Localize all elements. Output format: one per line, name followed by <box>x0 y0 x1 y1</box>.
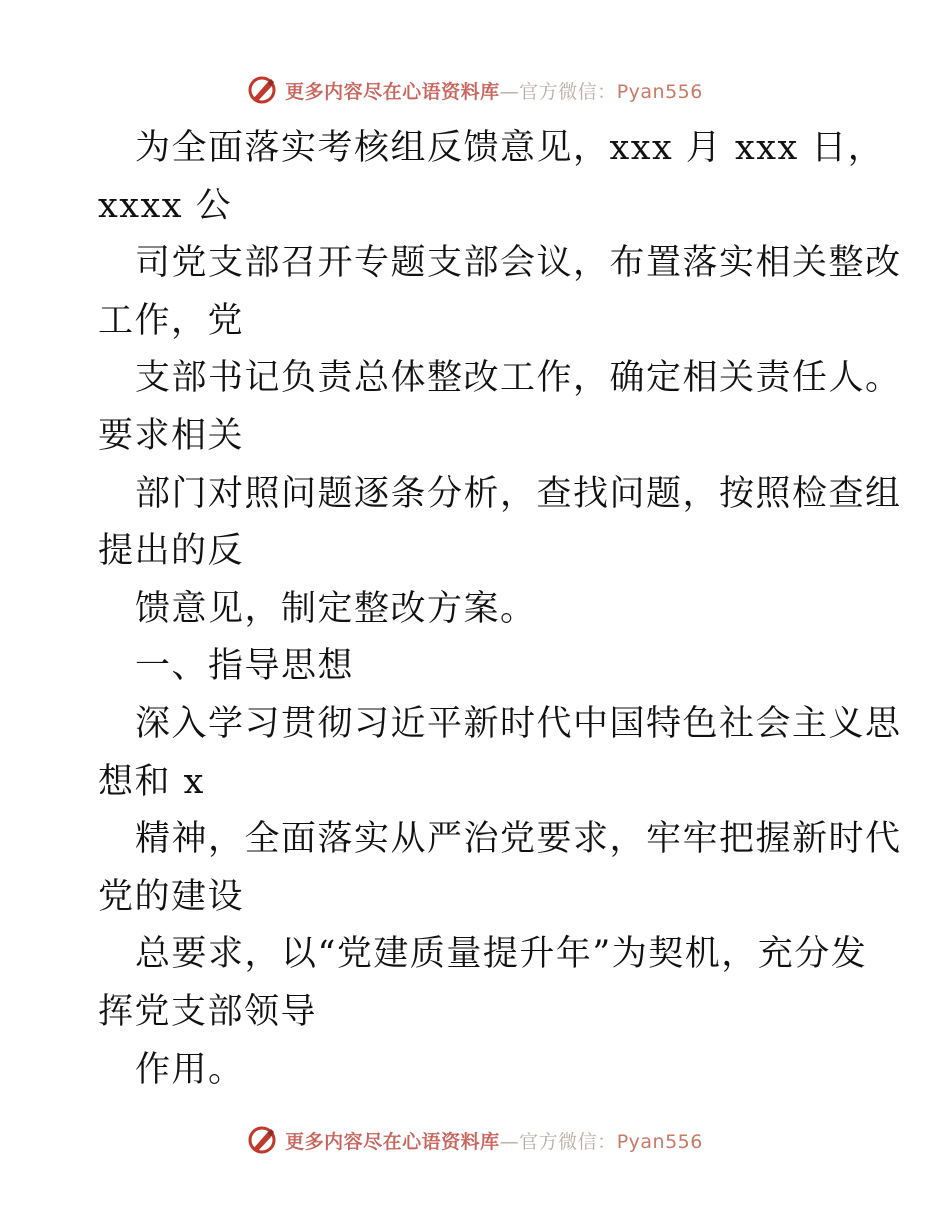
footer-watermark <box>0 1122 950 1158</box>
text-line: 深入学习贯彻习近平新时代中国特色社会主义思 <box>135 703 902 744</box>
watermark-wechat-id: Pyan556 <box>616 1130 703 1153</box>
text-line: 想和 x <box>98 761 205 802</box>
watermark-wechat-label: —官方微信： <box>499 1130 617 1153</box>
text-line: 馈意见，制定整改方案。 <box>135 588 537 629</box>
text-line: 党的建设 <box>98 876 245 917</box>
text-line: 要求相关 <box>98 415 245 456</box>
watermark-text <box>285 77 703 104</box>
text-line: 精神，全面落实从严治党要求，牢牢把握新时代 <box>135 819 902 860</box>
text-line: 司党支部召开专题支部会议，布置落实相关整改 <box>135 243 902 284</box>
text-line: 工作，党 <box>98 300 245 341</box>
watermark-wechat-id: Pyan556 <box>616 80 703 103</box>
text-line: 为全面落实考核组反馈意见，xxx 月 xxx 日， <box>135 128 885 168</box>
header-watermark <box>0 72 950 108</box>
text-line: 部门对照问题逐条分析，查找问题，按照检查组 <box>135 473 902 514</box>
watermark-site-name: 更多内容尽在心语资料库 <box>285 1130 500 1153</box>
text-line: 总要求，以“党建质量提升年”为契机，充分发 <box>135 934 868 975</box>
watermark-site-name: 更多内容尽在心语资料库 <box>285 80 500 103</box>
section-heading: 一、指导思想 <box>135 646 355 687</box>
text-line: 挥党支部领导 <box>98 991 318 1032</box>
text-line: 支部书记负责总体整改工作，确定相关责任人。 <box>135 358 902 399</box>
watermark-wechat-label: —官方微信： <box>499 80 617 103</box>
text-line: xxxx 公 <box>98 185 233 226</box>
brush-pen-logo-icon <box>247 1125 277 1155</box>
document-body <box>98 120 902 1099</box>
brush-pen-logo-icon <box>247 75 277 105</box>
text-line: 提出的反 <box>98 531 245 572</box>
watermark-text <box>285 1127 703 1154</box>
text-line: 作用。 <box>135 1049 245 1090</box>
